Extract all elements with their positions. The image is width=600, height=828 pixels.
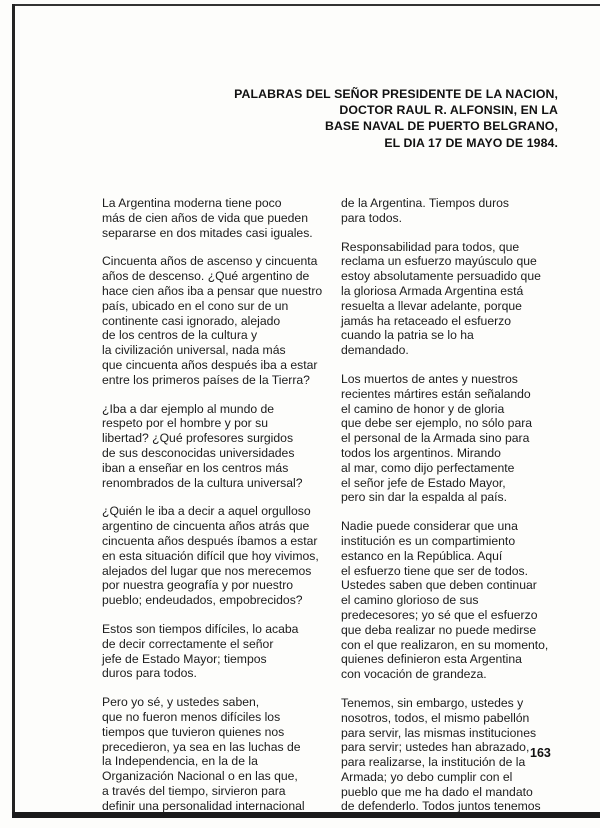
text-line: para realizarse, la institución de la bbox=[341, 755, 526, 770]
text-line: nosotros, todos, el mismo pabellón bbox=[341, 710, 530, 725]
text-line: Ustedes saben que deben continuar bbox=[341, 578, 537, 593]
text-line: que no fueron menos difíciles los bbox=[102, 709, 281, 724]
page-number: 163 bbox=[530, 746, 551, 760]
text-line: alejados del lugar que nos merecemos bbox=[102, 563, 312, 578]
text-line: entre los primeros países de la Tierra? bbox=[102, 372, 310, 387]
text-line: el personal de la Armada sino para bbox=[341, 431, 530, 446]
text-line: Armada; yo debo cumplir con el bbox=[341, 769, 513, 784]
text-line: de defenderlo. Todos juntos tenemos bbox=[341, 799, 541, 814]
text-line: respeto por el hombre y por su bbox=[102, 416, 268, 431]
text-line: que cincuenta años después iba a estar bbox=[102, 357, 318, 372]
text-line: reclama un esfuerzo mayúsculo que bbox=[341, 254, 537, 269]
text-line: institución es un compartimiento bbox=[341, 533, 516, 548]
header-line: DOCTOR RAUL R. ALFONSIN, EN LA bbox=[339, 103, 558, 118]
paragraph bbox=[341, 519, 573, 682]
paragraph bbox=[341, 372, 573, 505]
paragraph bbox=[102, 695, 330, 813]
text-line: definir una personalidad internacional bbox=[102, 798, 305, 813]
text-line: Responsabilidad para todos, que bbox=[341, 239, 520, 254]
top-border-rule bbox=[12, 4, 600, 6]
header-line: BASE NAVAL DE PUERTO BELGRANO, bbox=[324, 119, 558, 134]
text-line: Organización Nacional o en las que, bbox=[102, 769, 298, 784]
text-line: argentino de cincuenta años atrás que bbox=[102, 519, 310, 534]
text-line: a través del tiempo, sirvieron para bbox=[102, 783, 286, 798]
left-border-rule bbox=[12, 4, 15, 816]
header-line: EL DIA 17 DE MAYO DE 1984. bbox=[384, 135, 558, 150]
text-line: tiempos que tuvieron quienes nos bbox=[102, 724, 285, 739]
text-line: cuando la patria se lo ha bbox=[341, 328, 474, 343]
left-text-column bbox=[102, 196, 330, 827]
text-line: de los centros de la cultura y bbox=[102, 328, 258, 343]
text-line: para servir, las mismas instituciones bbox=[341, 725, 537, 740]
text-line: separarse en dos mitades casi iguales. bbox=[102, 225, 313, 240]
text-line: para todos. bbox=[341, 210, 402, 225]
text-line: más de cien años de vida que pueden bbox=[102, 210, 308, 225]
text-line: ¿Quién le iba a decir a aquel orgulloso bbox=[102, 504, 311, 519]
text-line: de sus desconocidas universidades bbox=[102, 445, 295, 460]
text-line: la gloriosa Armada Argentina está bbox=[341, 283, 524, 298]
paragraph bbox=[102, 402, 330, 491]
text-line: el camino de honor y de gloria bbox=[341, 401, 505, 416]
text-line: Cincuenta años de ascenso y cincuenta bbox=[102, 254, 318, 269]
text-line: estoy absolutamente persuadido que bbox=[341, 269, 541, 284]
text-line: Tenemos, sin embargo, ustedes y bbox=[341, 695, 524, 710]
text-line: estanco en la República. Aquí bbox=[341, 548, 503, 563]
text-line: precedieron, ya sea en las luchas de bbox=[102, 739, 301, 754]
paragraph bbox=[102, 622, 330, 681]
text-line: pueblo; endeudados, empobrecidos? bbox=[102, 593, 303, 608]
text-line: Nadie puede considerar que una bbox=[341, 519, 518, 534]
text-line: que deba realizar no puede medirse bbox=[341, 622, 537, 637]
text-line: país, ubicado en el cono sur de un bbox=[102, 298, 289, 313]
text-line: todos los argentinos. Mirando bbox=[341, 445, 501, 460]
text-line: que debe ser ejemplo, no sólo para bbox=[341, 416, 533, 431]
text-line: resuelta a llevar adelante, porque bbox=[341, 298, 522, 313]
text-line: jamás ha retaceado el esfuerzo bbox=[341, 313, 512, 328]
text-line: predecesores; yo sé que el esfuerzo bbox=[341, 607, 538, 622]
text-line: duros para todos. bbox=[102, 666, 197, 681]
text-line: recientes mártires están señalando bbox=[341, 386, 531, 401]
text-line: la civilización universal, nada más bbox=[102, 343, 286, 358]
text-line: años de descenso. ¿Qué argentino de bbox=[102, 269, 310, 284]
header-line: PALABRAS DEL SEÑOR PRESIDENTE DE LA NACION, bbox=[234, 87, 558, 101]
text-line: Estos son tiempos difíciles, lo acaba bbox=[102, 621, 299, 636]
text-line: cincuenta años después íbamos a estar bbox=[102, 533, 318, 548]
text-line: de decir correctamente el señor bbox=[102, 636, 274, 651]
text-line: hace cien años iba a pensar que nuestro bbox=[102, 283, 323, 298]
paragraph bbox=[102, 254, 330, 387]
text-line: con vocación de grandeza. bbox=[341, 667, 487, 682]
text-line: libertad? ¿Qué profesores surgidos bbox=[102, 431, 294, 446]
paragraph bbox=[341, 240, 573, 358]
paragraph bbox=[341, 196, 573, 226]
text-line: La Argentina moderna tiene poco bbox=[102, 196, 282, 210]
text-line: quienes definieron esta Argentina bbox=[341, 652, 522, 667]
text-line: Pero yo sé, y ustedes saben, bbox=[102, 695, 260, 710]
text-line: iban a enseñar en los centros más bbox=[102, 460, 289, 475]
text-line: el esfuerzo tiene que ser de todos. bbox=[341, 563, 528, 578]
text-line: para servir; ustedes han abrazado, bbox=[341, 740, 530, 755]
text-line: por nuestra geografía y por nuestro bbox=[102, 578, 294, 593]
text-line: en esta situación difícil que hoy vivimos, bbox=[102, 548, 319, 563]
speech-header bbox=[234, 86, 558, 151]
paragraph bbox=[102, 504, 330, 608]
text-line: el señor jefe de Estado Mayor, bbox=[341, 475, 506, 490]
text-line: renombrados de la cultura universal? bbox=[102, 475, 303, 490]
text-line: demandado. bbox=[341, 343, 409, 358]
text-line: pueblo que me ha dado el mandato bbox=[341, 784, 533, 799]
text-line: continente casi ignorado, alejado bbox=[102, 313, 281, 328]
text-line: al mar, como dijo perfectamente bbox=[341, 460, 515, 475]
right-text-column bbox=[341, 196, 573, 828]
text-line: Los muertos de antes y nuestros bbox=[341, 371, 518, 386]
paragraph bbox=[102, 196, 330, 240]
text-line: pero sin dar la espalda al país. bbox=[341, 490, 507, 505]
text-line: de la Argentina. Tiempos duros bbox=[341, 196, 510, 210]
text-line: jefe de Estado Mayor; tiempos bbox=[102, 651, 267, 666]
text-line: ¿Iba a dar ejemplo al mundo de bbox=[102, 401, 275, 416]
text-line: el camino glorioso de sus bbox=[341, 593, 479, 608]
text-line: la Independencia, en la de la bbox=[102, 754, 258, 769]
text-line: con el que realizaron, en su momento, bbox=[341, 637, 549, 652]
